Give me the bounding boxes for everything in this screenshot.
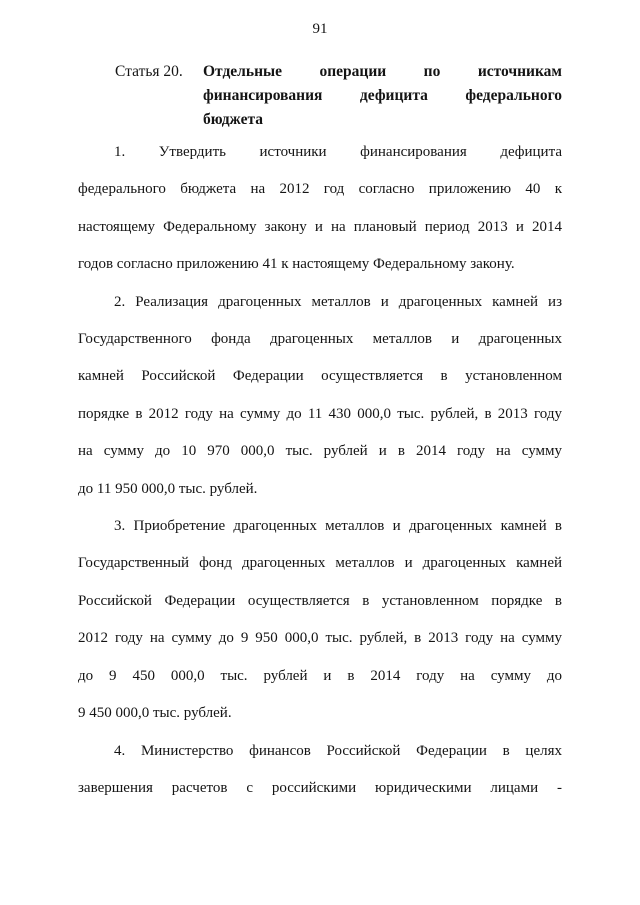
text-line: 1. Утвердить источники финансирования дефицита — [114, 144, 562, 160]
text-line: Государственного фонда драгоценных металлов и драгоценных — [78, 331, 562, 348]
text-line: до 11 950 000,0 тыс. рублей. — [78, 480, 258, 497]
text-line: 9 450 000,0 тыс. рублей. — [78, 705, 232, 722]
text-line: порядке в 2012 году на сумму до 11 430 000,0 тыс. рублей, в 2013 году — [78, 405, 562, 422]
paragraph-3 — [78, 508, 562, 732]
text-line: до 9 450 000,0 тыс. рублей и в 2014 году на сумму до — [78, 667, 562, 684]
heading-line: бюджета — [203, 111, 264, 128]
text-line: 2. Реализация драгоценных металлов и драгоценных камней из — [114, 293, 562, 310]
text-line: камней Российской Федерации осуществляется в установленном — [78, 368, 562, 385]
text-line: на сумму до 10 970 000,0 тыс. рублей и в 2014 году на сумму — [78, 443, 562, 460]
document-body — [78, 134, 562, 807]
text-line: 4. Министерство финансов Российской Федерации в целях — [114, 742, 562, 759]
heading-line: финансирования дефицита федерального — [203, 87, 562, 104]
article-heading — [78, 60, 562, 132]
paragraph-4 — [78, 733, 562, 808]
paragraph-2 — [78, 284, 562, 508]
page-number: 91 — [312, 21, 328, 37]
text-line: 2012 году на сумму до 9 950 000,0 тыс. рублей, в 2013 году на сумму — [78, 630, 562, 647]
text-line: завершения расчетов с российскими юридическими лицами - — [78, 779, 562, 796]
text-line: федерального бюджета на 2012 год согласно приложению 40 к — [78, 181, 562, 198]
text-line: Российской Федерации осуществляется в установленном порядке в — [78, 592, 562, 609]
article-number: Статья 20. — [115, 63, 183, 80]
heading-line: Отдельные операции по источникам — [203, 63, 562, 80]
text-line: годов согласно приложению 41 к настоящему Федеральному закону. — [78, 256, 515, 273]
paragraph-1 — [78, 134, 562, 284]
text-line: 3. Приобретение драгоценных металлов и драгоценных камней в — [114, 518, 562, 535]
text-line: настоящему Федеральному закону и на плановый период 2013 и 2014 — [78, 218, 562, 235]
article-title — [203, 60, 562, 132]
text-line: Государственный фонд драгоценных металлов и драгоценных камней — [78, 555, 562, 572]
